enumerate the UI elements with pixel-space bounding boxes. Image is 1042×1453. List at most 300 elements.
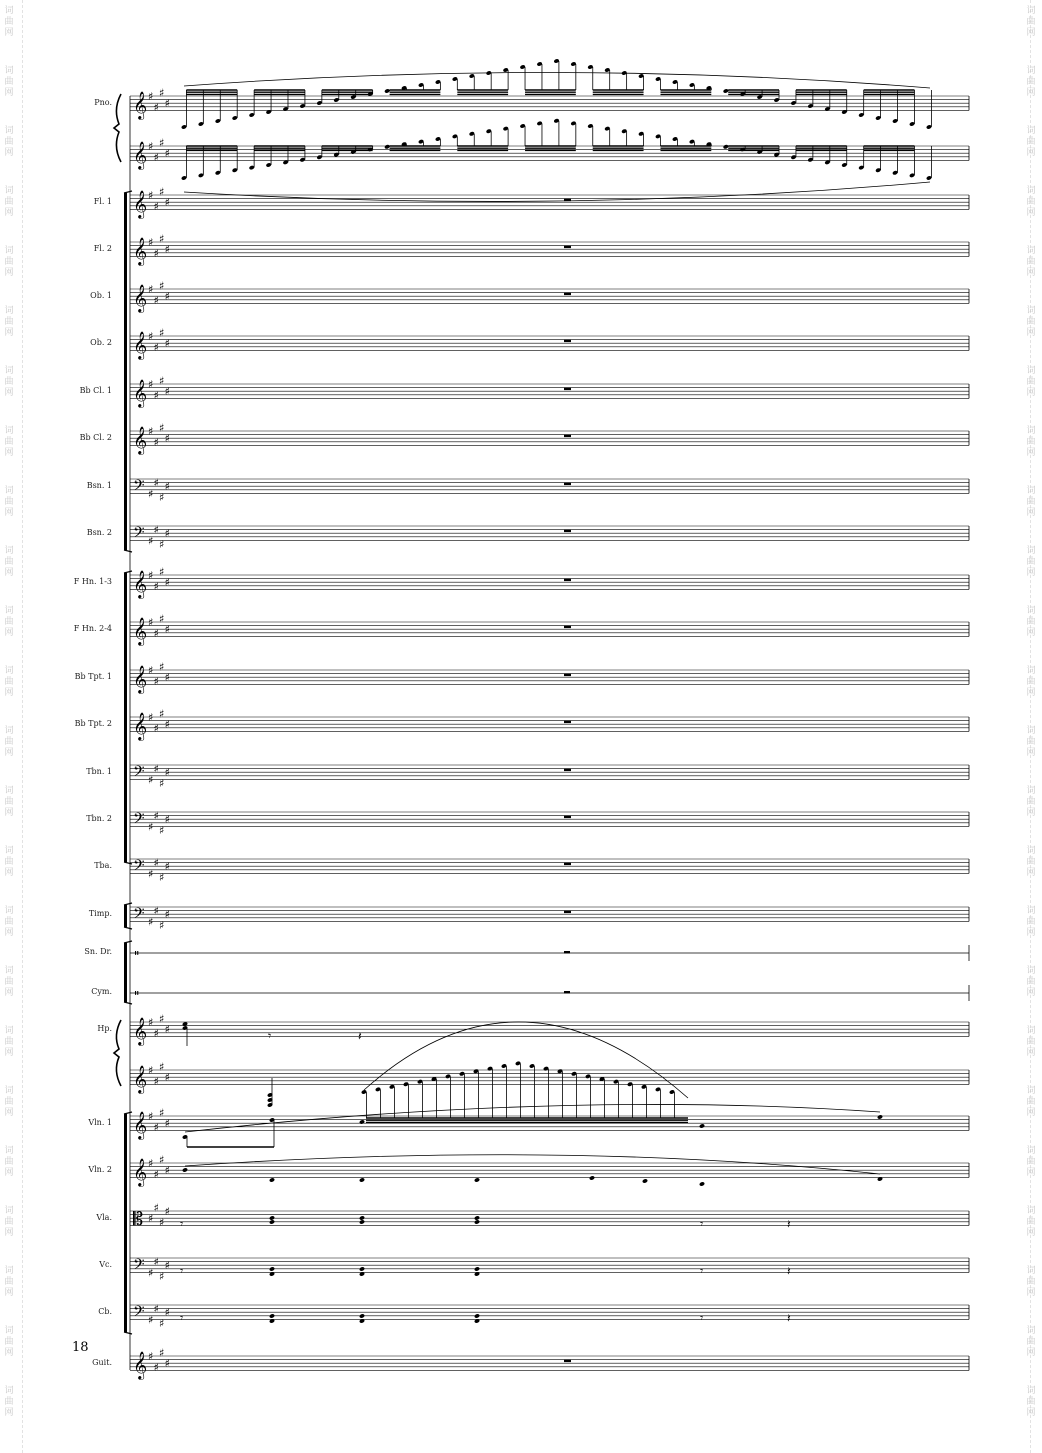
- clef-treble: 𝄞: [133, 426, 148, 454]
- staff-cb-: [98, 1303, 969, 1330]
- staff-bb-tpt-1: [75, 660, 969, 694]
- key-signature-sharp: ♯: [148, 425, 154, 438]
- staff-tbn-2: [86, 810, 969, 837]
- key-signature-sharp: ♯: [159, 612, 165, 626]
- key-signature-sharp: ♯: [148, 189, 154, 202]
- key-signature-sharp: ♯: [164, 97, 170, 111]
- watermark-glyph-group: 词 曲 网: [4, 1026, 14, 1058]
- grand-staff-brace: [114, 1020, 121, 1086]
- watermark-glyph-group: 词 曲 网: [4, 906, 14, 938]
- watermark-glyph-group: 词 曲 网: [1026, 186, 1036, 218]
- whole-rest: [564, 483, 571, 486]
- key-signature-sharp: ♯: [159, 185, 165, 199]
- whole-rest: [564, 1360, 571, 1363]
- whole-rest: [564, 293, 571, 296]
- key-signature-sharp: ♯: [159, 1346, 165, 1360]
- key-signature-sharp: ♯: [164, 908, 170, 922]
- percussion-clef: 𝄥: [135, 947, 139, 960]
- watermark-glyph-group: 词 曲 网: [1026, 786, 1036, 818]
- instrument-label: Bb Cl. 1: [79, 386, 112, 395]
- key-signature-sharp: ♯: [159, 1012, 165, 1026]
- staff-vln-2: [87, 1153, 969, 1187]
- watermark-glyph-group: 词 曲 网: [1026, 1206, 1036, 1238]
- watermark-glyph-group: 词 曲 网: [1026, 606, 1036, 638]
- whole-rest: [564, 911, 571, 914]
- clef-treble: 𝄞: [133, 379, 148, 407]
- instrument-label: F Hn. 2-4: [73, 624, 112, 633]
- key-signature-sharp: ♯: [148, 90, 154, 103]
- instrument-label: Bsn. 2: [86, 528, 112, 537]
- instrument-label: Tbn. 2: [86, 814, 112, 823]
- clef-treble: 𝄞: [133, 141, 148, 169]
- whole-rest: [564, 769, 571, 772]
- watermark-glyph-group: 词 曲 网: [4, 366, 14, 398]
- instrument-label: F Hn. 1-3: [73, 577, 112, 586]
- key-signature-sharp: ♯: [153, 293, 159, 307]
- quarter-rest: 𝄽: [787, 1264, 791, 1278]
- bracket-hook: [124, 1332, 132, 1334]
- key-signature-sharp: ♯: [148, 1212, 154, 1226]
- group-bracket: [124, 1114, 127, 1332]
- key-signature-sharp: ♯: [164, 337, 170, 351]
- key-signature-sharp: ♯: [148, 236, 154, 249]
- watermark-glyph-group: 词 曲 网: [1026, 1386, 1036, 1418]
- watermark-glyph-group: 词 曲 网: [1026, 1086, 1036, 1118]
- clef-treble: 𝄞: [133, 617, 148, 645]
- string-chord-note: [474, 1266, 480, 1271]
- key-signature-sharp: ♯: [148, 820, 154, 834]
- watermark-glyph-group: 词 曲 网: [1026, 66, 1036, 98]
- key-signature-sharp: ♯: [153, 674, 159, 688]
- instrument-label: Guit.: [92, 1358, 112, 1367]
- key-signature-sharp: ♯: [153, 100, 159, 114]
- vln2-note: [359, 1177, 365, 1182]
- watermark-glyph-group: 词 曲 网: [4, 966, 14, 998]
- instrument-label: Sn. Dr.: [84, 947, 112, 956]
- bracket-hook: [124, 903, 132, 905]
- watermark-glyph-group: 词 曲 网: [4, 1326, 14, 1358]
- key-signature-sharp: ♯: [159, 538, 165, 551]
- vln2-note: [589, 1175, 595, 1180]
- instrument-label: Pno.: [94, 98, 112, 107]
- staff-fl-2: [94, 232, 969, 266]
- key-signature-sharp: ♯: [159, 824, 165, 837]
- watermark-glyph-group: 词 曲 网: [1026, 246, 1036, 278]
- instrument-label: Bb Tpt. 1: [74, 672, 112, 681]
- watermark-glyph-group: 词 曲 网: [4, 546, 14, 578]
- group-bracket: [124, 573, 127, 862]
- clef-alto: 𝄡: [133, 1209, 144, 1230]
- key-signature-sharp: ♯: [148, 1064, 154, 1077]
- key-signature-sharp: ♯: [159, 919, 165, 932]
- vln2-note: [269, 1177, 275, 1182]
- key-signature-sharp: ♯: [159, 279, 165, 293]
- watermark-glyph-group: 词 曲 网: [4, 6, 14, 38]
- instrument-label: Fl. 1: [93, 197, 112, 206]
- key-signature-sharp: ♯: [153, 1302, 159, 1316]
- bracket-hook: [124, 927, 132, 929]
- clef-treble: 𝄞: [133, 91, 148, 119]
- staff-cym-: [91, 985, 969, 1001]
- key-signature-sharp: ♯: [153, 721, 159, 735]
- key-signature-sharp: ♯: [159, 565, 165, 579]
- watermark-glyph-group: 词 曲 网: [4, 186, 14, 218]
- watermark-glyph-group: 词 曲 网: [4, 1146, 14, 1178]
- key-signature-sharp: ♯: [153, 904, 159, 918]
- bracket-hook: [124, 1112, 132, 1114]
- string-chord-note: [474, 1313, 480, 1318]
- whole-rest: [564, 530, 571, 533]
- key-signature-sharp: ♯: [153, 579, 159, 593]
- eighth-rest: 𝄾: [700, 1217, 704, 1231]
- instrument-label: Cb.: [98, 1307, 112, 1316]
- instrument-label: Cym.: [91, 987, 112, 996]
- key-signature-sharp: ♯: [159, 374, 165, 388]
- string-chord-note: [359, 1219, 365, 1224]
- eighth-rest: 𝄾: [268, 1029, 272, 1043]
- staff-pno-: [94, 86, 969, 120]
- key-signature-sharp: ♯: [148, 487, 154, 501]
- vln2-note: [474, 1177, 480, 1182]
- instrument-label: Ob. 2: [90, 338, 112, 347]
- key-signature-sharp: ♯: [164, 813, 170, 827]
- key-signature-sharp: ♯: [164, 718, 170, 732]
- group-bracket: [124, 905, 127, 927]
- key-signature-sharp: ♯: [159, 777, 165, 790]
- key-signature-sharp: ♯: [159, 326, 165, 340]
- quarter-rest: 𝄽: [787, 1311, 791, 1325]
- instrument-label: Bb Tpt. 2: [74, 719, 112, 728]
- watermark-glyph-group: 词 曲 网: [4, 1386, 14, 1418]
- slur: [184, 72, 930, 88]
- key-signature-sharp: ♯: [148, 1016, 154, 1029]
- instrument-label: Tbn. 1: [86, 767, 112, 776]
- key-signature-sharp: ♯: [148, 378, 154, 391]
- instrument-label: Ob. 1: [90, 291, 112, 300]
- key-signature-sharp: ♯: [159, 136, 165, 150]
- staff-bsn-1: [87, 477, 969, 504]
- key-signature-sharp: ♯: [164, 385, 170, 399]
- whole-rest: [564, 951, 570, 954]
- key-signature-sharp: ♯: [164, 860, 170, 874]
- quarter-rest: 𝄽: [358, 1029, 362, 1043]
- watermark-glyph-group: 词 曲 网: [4, 126, 14, 158]
- key-signature-sharp: ♯: [164, 1071, 170, 1085]
- key-signature-sharp: ♯: [164, 671, 170, 685]
- whole-rest: [564, 816, 571, 819]
- key-signature-sharp: ♯: [159, 871, 165, 884]
- instrument-label: Vla.: [96, 1213, 112, 1222]
- watermark-glyph-group: 词 曲 网: [1026, 666, 1036, 698]
- whole-rest: [564, 340, 571, 343]
- string-chord-note: [269, 1219, 275, 1224]
- key-signature-sharp: ♯: [148, 1350, 154, 1363]
- key-signature-sharp: ♯: [148, 1110, 154, 1123]
- watermark-glyph-group: 词 曲 网: [1026, 846, 1036, 878]
- key-signature-sharp: ♯: [153, 199, 159, 213]
- instrument-label: Fl. 2: [93, 244, 112, 253]
- key-signature-sharp: ♯: [164, 1205, 170, 1218]
- key-signature-sharp: ♯: [153, 1255, 159, 1269]
- instrument-label: Bb Cl. 2: [79, 433, 112, 442]
- watermark-glyph-group: 词 曲 网: [1026, 1026, 1036, 1058]
- eighth-rest: 𝄾: [700, 1311, 704, 1325]
- whole-rest: [564, 579, 571, 582]
- key-signature-sharp: ♯: [164, 1164, 170, 1178]
- clef-treble: 𝄞: [133, 1065, 148, 1093]
- bracket-hook: [124, 941, 132, 943]
- key-signature-sharp: ♯: [153, 856, 159, 870]
- watermark-glyph-group: 词 曲 网: [4, 486, 14, 518]
- key-signature-sharp: ♯: [153, 1201, 159, 1215]
- watermark-glyph-group: 词 曲 网: [1026, 486, 1036, 518]
- group-bracket: [124, 193, 127, 550]
- key-signature-sharp: ♯: [148, 140, 154, 153]
- staff-vla-: [95, 1201, 969, 1230]
- whole-rest: [564, 721, 571, 724]
- slur: [185, 1155, 880, 1174]
- clef-treble: 𝄞: [133, 1351, 148, 1379]
- key-signature-sharp: ♯: [164, 1117, 170, 1131]
- clef-treble: 𝄞: [133, 665, 148, 693]
- clef-treble: 𝄞: [133, 190, 148, 218]
- whole-rest: [564, 435, 571, 438]
- staff-ob-1: [90, 279, 969, 313]
- key-signature-sharp: ♯: [164, 432, 170, 446]
- key-signature-sharp: ♯: [153, 388, 159, 402]
- key-signature-sharp: ♯: [148, 711, 154, 724]
- key-signature-sharp: ♯: [153, 1167, 159, 1181]
- key-signature-sharp: ♯: [148, 616, 154, 629]
- watermark-glyph-group: 词 曲 网: [4, 426, 14, 458]
- staff-continuation: [130, 1060, 969, 1094]
- string-chord-note: [269, 1313, 275, 1318]
- vln2-note: [642, 1178, 648, 1183]
- clef-bass: 𝄢: [133, 1303, 145, 1324]
- key-signature-sharp: ♯: [164, 576, 170, 590]
- key-signature-sharp: ♯: [148, 330, 154, 343]
- bracket-hook: [124, 191, 132, 193]
- clef-treble: 𝄞: [133, 1158, 148, 1186]
- watermark-glyph-group: 词 曲 网: [1026, 6, 1036, 38]
- key-signature-sharp: ♯: [164, 480, 170, 494]
- whole-rest: [564, 991, 570, 994]
- staff-f-hn-1-3: [74, 565, 969, 599]
- staff-vc-: [98, 1256, 969, 1283]
- key-signature-sharp: ♯: [159, 232, 165, 246]
- eighth-rest: 𝄾: [700, 1264, 704, 1278]
- bracket-hook: [124, 550, 132, 552]
- key-signature-sharp: ♯: [148, 915, 154, 929]
- instrument-label: Tba.: [94, 861, 112, 870]
- watermark-glyph-group: 词 曲 网: [1026, 906, 1036, 938]
- staff-hp-: [97, 1012, 969, 1046]
- watermark-glyph-group: 词 曲 网: [1026, 1326, 1036, 1358]
- key-signature-sharp: ♯: [164, 196, 170, 210]
- clef-treble: 𝄞: [133, 331, 148, 359]
- key-signature-sharp: ♯: [153, 150, 159, 164]
- clef-bass: 𝄢: [133, 810, 145, 831]
- piano-lh-note: [384, 144, 390, 149]
- key-signature-sharp: ♯: [148, 534, 154, 548]
- vln1-note: [359, 1119, 365, 1124]
- staff-tbn-1: [86, 763, 969, 790]
- key-signature-sharp: ♯: [153, 435, 159, 449]
- key-signature-sharp: ♯: [164, 290, 170, 304]
- key-signature-sharp: ♯: [159, 1317, 165, 1330]
- instrument-label: Bsn. 1: [86, 481, 112, 490]
- key-signature-sharp: ♯: [148, 773, 154, 787]
- key-signature-sharp: ♯: [164, 1306, 170, 1320]
- key-signature-sharp: ♯: [148, 1157, 154, 1170]
- piano-and-strings-notation: [180, 58, 932, 1325]
- watermark-glyph-group: 词 曲 网: [4, 1086, 14, 1118]
- vln2-note: [699, 1181, 705, 1186]
- clef-treble: 𝄞: [133, 284, 148, 312]
- key-signature-sharp: ♯: [164, 243, 170, 257]
- string-chord-note: [474, 1215, 480, 1220]
- whole-rest: [564, 388, 571, 391]
- key-signature-sharp: ♯: [148, 1266, 154, 1280]
- string-chord-note: [474, 1219, 480, 1224]
- clef-treble: 𝄞: [133, 1017, 148, 1045]
- vln1-note: [877, 1114, 883, 1119]
- staff-timp-: [89, 905, 969, 932]
- staff-bb-cl-2: [80, 421, 969, 455]
- key-signature-sharp: ♯: [164, 1023, 170, 1037]
- watermark-glyph-group: 词 曲 网: [1026, 126, 1036, 158]
- key-signature-sharp: ♯: [159, 1106, 165, 1120]
- staff-tba-: [94, 857, 969, 884]
- clef-treble: 𝄞: [133, 1111, 148, 1139]
- clef-bass: 𝄢: [133, 1256, 145, 1277]
- string-chord-note: [269, 1215, 275, 1220]
- watermark-glyph-group: 词 曲 网: [1026, 426, 1036, 458]
- eighth-rest: 𝄾: [180, 1264, 184, 1278]
- string-chord-note: [359, 1215, 365, 1220]
- whole-rest: [564, 626, 571, 629]
- key-signature-sharp: ♯: [164, 766, 170, 780]
- eighth-rest: 𝄾: [180, 1217, 184, 1231]
- staff-fl-1: [94, 185, 969, 219]
- key-signature-sharp: ♯: [148, 664, 154, 677]
- key-signature-sharp: ♯: [153, 1120, 159, 1134]
- key-signature-sharp: ♯: [164, 147, 170, 161]
- key-signature-sharp: ♯: [159, 660, 165, 674]
- whole-rest: [564, 674, 571, 677]
- watermark-glyph-group: 词 曲 网: [4, 306, 14, 338]
- key-signature-sharp: ♯: [164, 1357, 170, 1371]
- key-signature-sharp: ♯: [153, 626, 159, 640]
- staff-systems: [74, 86, 969, 1380]
- watermark-glyph-group: 词 曲 网: [4, 246, 14, 278]
- key-signature-sharp: ♯: [153, 476, 159, 490]
- watermark-glyph-group: 词 曲 网: [1026, 1266, 1036, 1298]
- key-signature-sharp: ♯: [153, 762, 159, 776]
- staff-ob-2: [90, 326, 969, 360]
- string-chord-note: [359, 1313, 365, 1318]
- grand-staff-brace: [114, 94, 121, 162]
- key-signature-sharp: ♯: [159, 491, 165, 504]
- vln2-note: [182, 1167, 188, 1172]
- clef-treble: 𝄞: [133, 237, 148, 265]
- watermark-glyph-group: 词 曲 网: [1026, 306, 1036, 338]
- staff-bb-cl-1: [80, 374, 969, 408]
- watermark-glyph-group: 词 曲 网: [1026, 1146, 1036, 1178]
- whole-rest: [564, 863, 571, 866]
- clef-bass: 𝄢: [133, 905, 145, 926]
- watermark-glyph-group: 词 曲 网: [4, 846, 14, 878]
- key-signature-sharp: ♯: [148, 569, 154, 582]
- vln1-note: [699, 1123, 705, 1128]
- key-signature-sharp: ♯: [164, 623, 170, 637]
- slur: [364, 1022, 688, 1098]
- key-signature-sharp: ♯: [159, 1153, 165, 1167]
- key-signature-sharp: ♯: [164, 527, 170, 541]
- group-bracket: [124, 943, 127, 1002]
- clef-treble: 𝄞: [133, 712, 148, 740]
- key-signature-sharp: ♯: [153, 1360, 159, 1374]
- staff-guit-: [92, 1346, 969, 1380]
- instrument-label: Timp.: [88, 909, 112, 918]
- watermark-glyph-group: 词 曲 网: [4, 1206, 14, 1238]
- instrument-label: Vln. 2: [88, 1165, 112, 1174]
- instrument-label: Vln. 1: [88, 1118, 112, 1127]
- key-signature-sharp: ♯: [148, 867, 154, 881]
- key-signature-sharp: ♯: [159, 421, 165, 435]
- watermark-glyph-group: 词 曲 网: [1026, 546, 1036, 578]
- key-signature-sharp: ♯: [148, 1313, 154, 1327]
- instrument-label: Hp.: [97, 1024, 112, 1033]
- key-signature-sharp: ♯: [153, 1026, 159, 1040]
- watermark-glyph-group: 词 曲 网: [4, 66, 14, 98]
- key-signature-sharp: ♯: [159, 1215, 165, 1229]
- clef-bass: 𝄢: [133, 763, 145, 784]
- clef-bass: 𝄢: [133, 477, 145, 498]
- string-chord-note: [359, 1266, 365, 1271]
- key-signature-sharp: ♯: [164, 1259, 170, 1273]
- key-signature-sharp: ♯: [153, 340, 159, 354]
- watermark-glyph-group: 词 曲 网: [1026, 966, 1036, 998]
- key-signature-sharp: ♯: [159, 1060, 165, 1074]
- staff-bb-tpt-2: [75, 707, 969, 741]
- instrument-label: Vc.: [99, 1260, 112, 1269]
- key-signature-sharp: ♯: [153, 1074, 159, 1088]
- watermark-glyph-group: 词 曲 网: [4, 726, 14, 758]
- clef-bass: 𝄢: [133, 524, 145, 545]
- staff-vln-1: [87, 1106, 969, 1140]
- staff-bsn-2: [87, 524, 969, 551]
- key-signature-sharp: ♯: [159, 707, 165, 721]
- page-number: 18: [72, 1340, 89, 1355]
- key-signature-sharp: ♯: [159, 1270, 165, 1283]
- key-signature-sharp: ♯: [153, 246, 159, 260]
- watermark-glyph-group: 词 曲 网: [4, 1266, 14, 1298]
- staff-sn-dr-: [84, 945, 969, 961]
- bracket-hook: [124, 571, 132, 573]
- whole-rest: [564, 246, 571, 249]
- staff-f-hn-2-4: [74, 612, 969, 646]
- bracket-hook: [124, 1002, 132, 1004]
- quarter-rest: 𝄽: [787, 1217, 791, 1231]
- watermark-glyph-group: 词 曲 网: [1026, 366, 1036, 398]
- key-signature-sharp: ♯: [153, 523, 159, 537]
- watermark-glyph-group: 词 曲 网: [4, 606, 14, 638]
- clef-bass: 𝄢: [133, 857, 145, 878]
- clef-treble: 𝄞: [133, 570, 148, 598]
- key-signature-sharp: ♯: [153, 809, 159, 823]
- watermark-glyph-group: 词 曲 网: [4, 666, 14, 698]
